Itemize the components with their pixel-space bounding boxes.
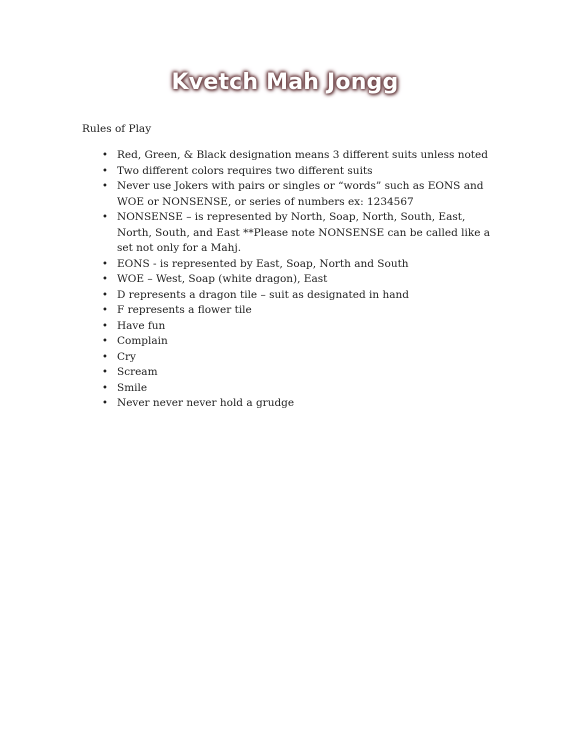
list-item bbox=[102, 319, 502, 335]
rule-text: EONS - is represented by East, Soap, North and South bbox=[117, 257, 409, 270]
rule-text: Smile bbox=[117, 381, 148, 394]
list-item bbox=[102, 365, 502, 381]
bullet-icon: • bbox=[102, 150, 108, 161]
bullet-icon: • bbox=[102, 274, 108, 285]
rule-text: D represents a dragon tile – suit as designated in hand bbox=[117, 288, 410, 301]
list-item bbox=[102, 350, 502, 366]
list-item bbox=[102, 257, 502, 273]
bullet-icon: • bbox=[102, 181, 108, 192]
list-item bbox=[102, 381, 502, 397]
bullet-icon: • bbox=[102, 336, 108, 347]
bullet-icon: • bbox=[102, 258, 108, 270]
rule-text: Never never never hold a grudge bbox=[117, 397, 295, 409]
bullet-icon: • bbox=[102, 320, 108, 332]
rule-text: Cry bbox=[117, 350, 136, 363]
bullet-icon: • bbox=[102, 212, 108, 223]
bullet-icon: • bbox=[102, 305, 108, 316]
list-item bbox=[102, 303, 502, 319]
rule-text: Two different colors requires two different suits bbox=[117, 164, 373, 177]
bullet-icon: • bbox=[102, 351, 108, 363]
list-item bbox=[102, 288, 502, 304]
rule-text: Red, Green, & Black designation means 3 different suits unless noted bbox=[117, 149, 488, 161]
bullet-icon: • bbox=[102, 289, 108, 301]
rule-text: Scream bbox=[117, 366, 158, 378]
list-item bbox=[102, 334, 502, 350]
rule-text: WOE – West, Soap (white dragon), East bbox=[117, 273, 328, 285]
bullet-icon: • bbox=[102, 367, 108, 378]
list-item bbox=[102, 179, 502, 210]
rule-text: Complain bbox=[117, 335, 168, 347]
list-item bbox=[102, 210, 502, 257]
rule-text: Never use Jokers with pairs or singles or “words” such as EONS and WOE or NONSENSE, or series of numbers ex: 1234567 bbox=[117, 180, 484, 208]
rule-text: Have fun bbox=[117, 319, 166, 332]
bullet-icon: • bbox=[102, 382, 108, 394]
section-heading: Rules of Play bbox=[82, 123, 152, 135]
list-item bbox=[102, 396, 502, 412]
document-title: Kvetch Mah Jongg bbox=[171, 70, 399, 95]
rule-text: F represents a flower tile bbox=[117, 304, 252, 316]
bullet-icon: • bbox=[102, 165, 108, 177]
list-item bbox=[102, 272, 502, 288]
rule-text: NONSENSE – is represented by North, Soap, North, South, East, North, South, and East **Please note NONSENSE can be called like a set not only for a Mahj. bbox=[117, 211, 491, 254]
list-item bbox=[102, 148, 502, 164]
bullet-icon: • bbox=[102, 398, 108, 409]
list-item bbox=[102, 164, 502, 180]
rules-list bbox=[102, 148, 502, 412]
